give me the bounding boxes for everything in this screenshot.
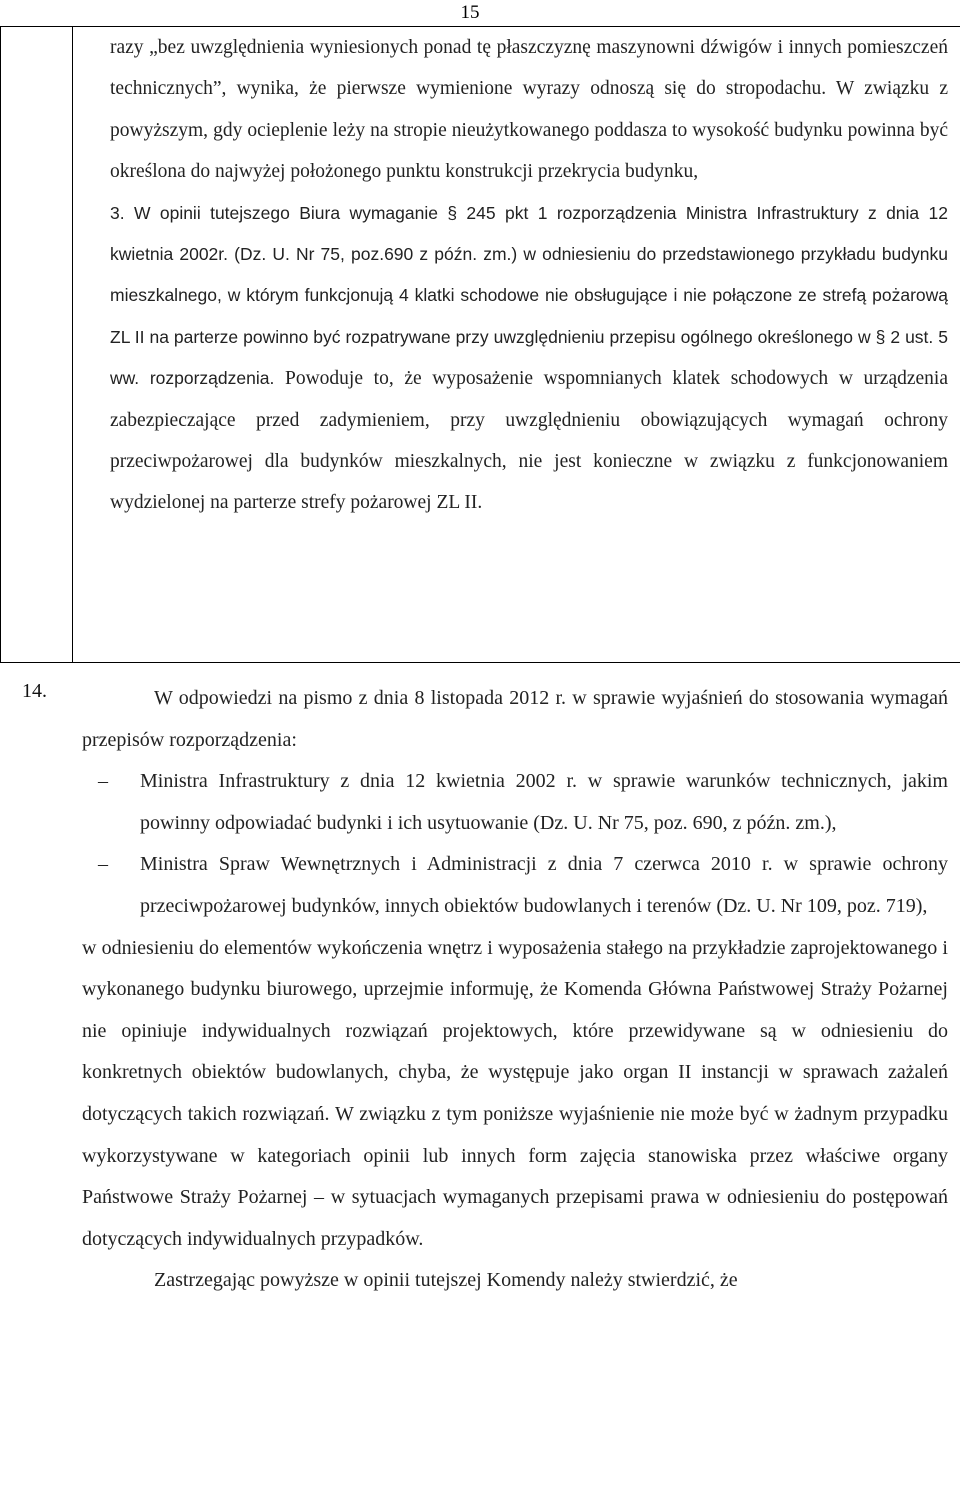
previous-item-text — [110, 27, 948, 524]
dash-bullet: – — [98, 853, 108, 876]
section-body — [82, 678, 948, 1302]
paragraph-b-sans-segment: 3. W opinii tutejszego Biura wymaganie § 245 pkt 1 rozporządzenia Ministra Infrastruktury z dnia 12 kwietnia 2002r. (Dz. U. Nr 75, poz.690 z późn. zm.) w odniesieniu do przedstawionego przykładu budynku mieszkalnego, w którym funkcjonują 4 klatki schodowe nie obsługujące i nie połączone ze strefą pożarową ZL II na parterze powinno być rozpatrywane przy uwzględnieniu przepisu ogólnego określonego w § 2 ust. 5 ww. rozporządzenia. — [110, 202, 948, 389]
list-item — [82, 761, 948, 844]
section-intro: W odpowiedzi na pismo z dnia 8 listopada 2012 r. w sprawie wyjaśnień do stosowania wymagań przepisów rozporządzenia: — [82, 687, 948, 751]
table-left-border — [0, 27, 1, 662]
list-item — [82, 844, 948, 927]
previous-item-table-cell — [0, 26, 960, 663]
section-number: 14. — [22, 680, 47, 702]
paragraph-b-serif-segment: Powoduje to, że wyposażenie wspomnianych klatek schodowych w urządzenia zabezpieczające przed zadymieniem, przy uwzględnieniu obowiązujących wymagań ochrony przeciwpożarowej dla budynków mieszkalnych, nie jest konieczne w związku z funkcjonowaniem wydzielonej na parterze strefy pożarowej ZL II. — [110, 368, 948, 514]
section-closing-paragraph: Zastrzegając powyższe w opinii tutejszej Komendy należy stwierdzić, że — [154, 1269, 738, 1292]
list-item-text: Ministra Infrastruktury z dnia 12 kwietnia 2002 r. w sprawie warunków technicznych, jakim powinny odpowiadać budynki i ich usytuowanie (Dz. U. Nr 75, poz. 690, z późn. zm.), — [140, 770, 948, 834]
section-main-paragraph: w odniesieniu do elementów wykończenia wnętrz i wyposażenia stałego na przykładzie zaprojektowanego i wykonanego budynku biurowego, uprzejmie informuję, że Komenda Główna Państwowej Straży Pożarnej nie opiniuje indywidualnych rozwiązań projektowych, które przewidywane są w odniesieniu do konkretnych obiektów budowlanych, chyba, że występuje jako organ II instancji w sprawach zażaleń dotyczących takich rozwiązań. W związku z tym poniższe wyjaśnienie nie może być w żadnym przypadku wykorzystywane w kategoriach opinii lub innych form zajęcia stanowiska przez właściwe organy Państwowe Straży Pożarnej – w sytuacjach wymaganych przepisami prawa w odniesieniu do postępowań dotyczących indywidualnych przypadków. — [82, 936, 948, 1250]
dash-bullet: – — [98, 770, 108, 793]
table-column-divider — [72, 27, 73, 662]
previous-item-paragraph-a: razy „bez uwzględnienia wyniesionych ponad tę płaszczyznę maszynowni dźwigów i innych pomieszczeń technicznych”, wynika, że pierwsze wymienione wyrazy odnoszą się do stropodachu. W związku z powyższym, gdy ocieplenie leży na stropie nieużytkowanego poddasza to wysokość budynku powinna być określona do najwyżej położonego punktu konstrukcji przekrycia budynku, — [110, 37, 948, 183]
page-number: 15 — [460, 2, 480, 23]
list-item-text: Ministra Spraw Wewnętrznych i Administracji z dnia 7 czerwca 2010 r. w sprawie ochrony przeciwpożarowej budynków, innych obiektów budowlanych i terenów (Dz. U. Nr 109, poz. 719), — [140, 853, 948, 917]
previous-item-paragraph-b — [110, 193, 948, 524]
regulation-list — [82, 761, 948, 927]
